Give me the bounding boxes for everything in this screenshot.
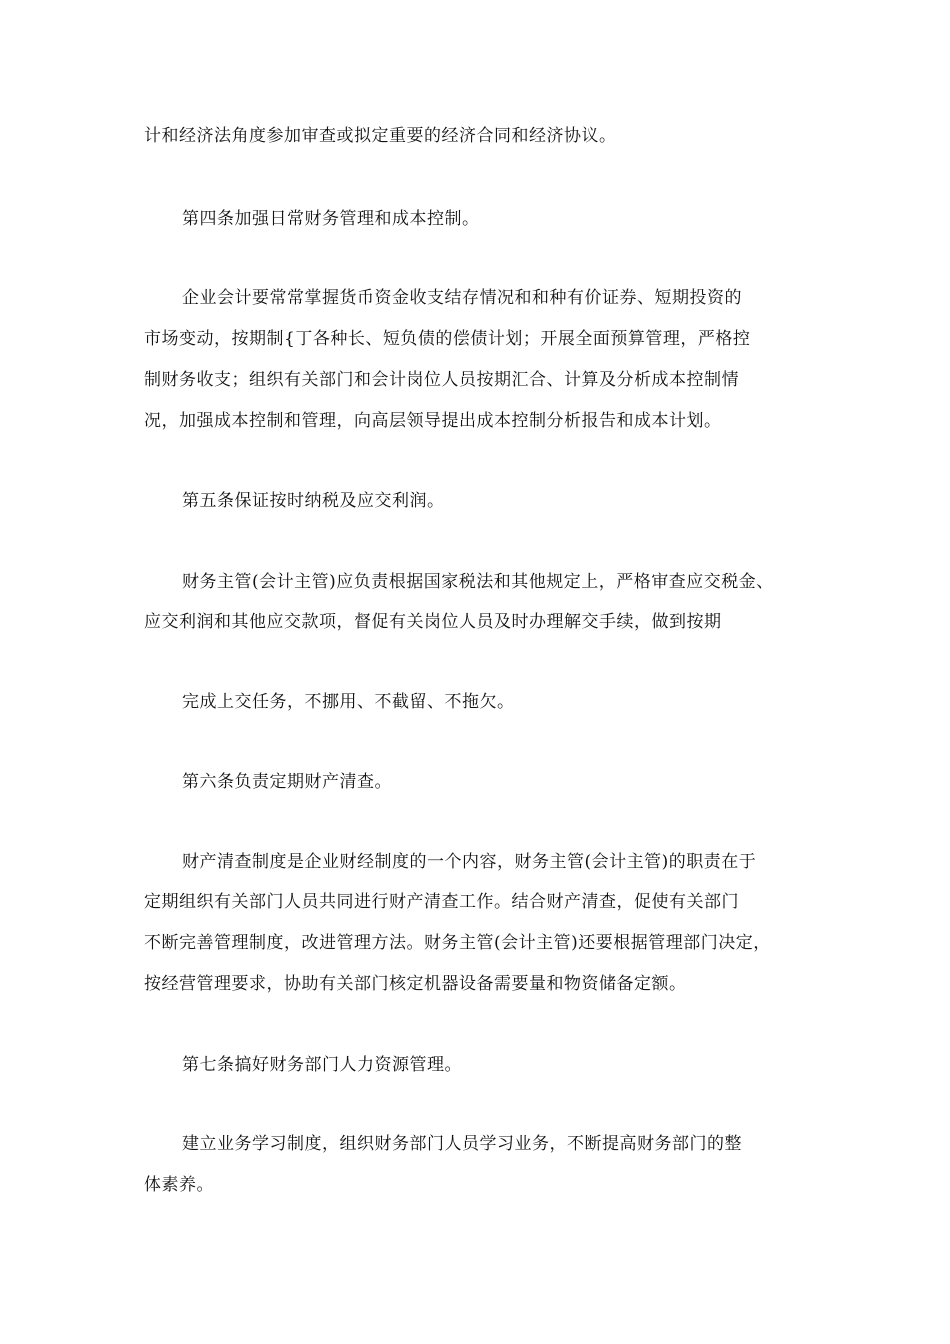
paragraph-line: 应交利润和其他应交款项，督促有关岗位人员及时办理解交手续，做到按期: [144, 612, 722, 632]
paragraph-line: 体素养。: [144, 1175, 214, 1195]
paragraph-line: 完成上交任务，不挪用、不截留、不拖欠。: [182, 692, 515, 712]
paragraph-line: 况，加强成本控制和管理，向高层领导提出成本控制分析报告和成本计划。: [144, 411, 722, 431]
article-heading-7: 第七条搞好财务部门人力资源管理。: [182, 1055, 462, 1075]
article-heading-5: 第五条保证按时纳税及应交利润。: [182, 491, 445, 511]
paragraph-line: 制财务收支；组织有关部门和会计岗位人员按期汇合、计算及分析成本控制情: [144, 370, 739, 390]
paragraph-line: 市场变动，按期制{丁各种长、短负债的偿债计划；开展全面预算管理，严格控: [144, 329, 751, 349]
paragraph-line: 财务主管(会计主管)应负责根据国家税法和其他规定上，严格审查应交税金、: [182, 572, 774, 592]
paragraph-line: 建立业务学习制度，组织财务部门人员学习业务，不断提高财务部门的整: [182, 1134, 742, 1154]
paragraph-line: 企业会计要常常掌握货币资金收支结存情况和和种有价证券、短期投资的: [182, 288, 742, 308]
article-heading-6: 第六条负责定期财产清查。: [182, 772, 392, 792]
paragraph-line: 计和经济法角度参加审查或拟定重要的经济合同和经济协议。: [144, 126, 617, 146]
paragraph-line: 财产清查制度是企业财经制度的一个内容，财务主管(会计主管)的职责在于: [182, 852, 757, 872]
paragraph-line: 定期组织有关部门人员共同进行财产清查工作。结合财产清查，促使有关部门: [144, 892, 739, 912]
paragraph-line: 按经营管理要求，协助有关部门核定机器设备需要量和物资储备定额。: [144, 974, 687, 994]
paragraph-line: 不断完善管理制度，改进管理方法。财务主管(会计主管)还要根据管理部门决定，: [144, 933, 771, 953]
article-heading-4: 第四条加强日常财务管理和成本控制。: [182, 209, 480, 229]
